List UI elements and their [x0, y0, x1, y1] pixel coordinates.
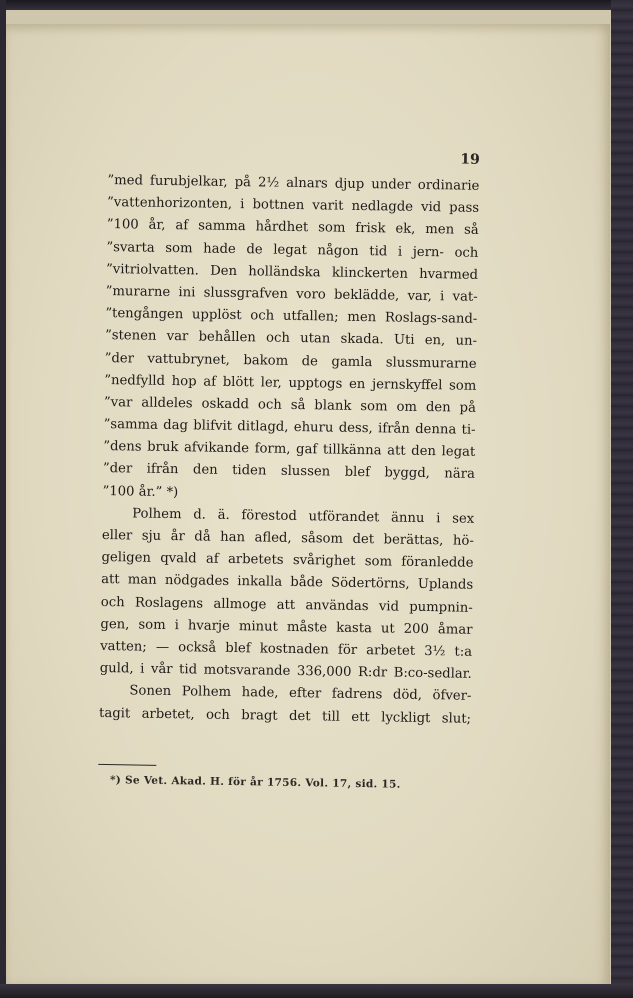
text-line: att man nödgades inkalla både Södertörns, Uplands: [101, 572, 474, 594]
text-line: guld, i vår tid motsvarande 336,000 R:dr B:co-sedlar.: [99, 661, 472, 682]
page-number: 19: [460, 151, 480, 168]
text-line: ”svarta som hade de legat någon tid i jern- och: [106, 239, 479, 261]
text-line: ”dens bruk afvikande form, gaf tillkänna att den legat: [103, 439, 476, 461]
text-line: tagit arbetet, och bragt det till ett lyckligt slut;: [98, 705, 472, 727]
text-line: ”samma dag blifvit ditlagd, ehuru dess, ifrån denna ti-: [103, 417, 476, 438]
binding-edge-bottom: [0, 984, 633, 998]
text-line: ”100 år, af samma hårdhet som frisk ek, men så: [106, 217, 479, 239]
text-line: ”vitriolvatten. Den holländska klinckerten hvarmed: [105, 261, 479, 283]
binding-edge-right: [611, 0, 633, 998]
text-line: och Roslagens allmoge att användas vid pumpnin-: [100, 594, 473, 616]
text-line: ”tengången upplöst och utfallen; men Roslags-sand-: [105, 306, 478, 327]
text-line: ”var alldeles oskadd och så blank som om den på: [103, 394, 477, 416]
text-line: vatten; — också blef kostnaden för arbetet 3½ t:a: [100, 638, 473, 660]
footnote: *) Se Vet. Akad. H. för år 1756. Vol. 17, sid. 15.: [109, 774, 401, 791]
text-line: ”nedfylld hop af blött ler, upptogs en jernskyffel som: [104, 372, 477, 394]
text-line: ”der vattubrynet, bakom de gamla slussmurarne: [104, 350, 477, 372]
body-text: [99, 170, 480, 730]
text-line: Polhem d. ä. förestod utförandet ännu i sex: [132, 506, 475, 527]
binding-edge-left: [0, 0, 6, 998]
text-line: gen, som i hvarje minut måste kasta ut 200 åmar: [100, 616, 473, 638]
text-line: ”murarne ini slussgrafven voro beklädde, var, i vat-: [105, 283, 478, 305]
text-line: ”der ifrån den tiden slussen blef byggd, nära: [102, 461, 475, 483]
text-line: eller sju år då han afled, såsom det berättas, hö-: [101, 527, 474, 549]
text-line: ”stenen var behållen och utan skada. Uti en, un-: [104, 328, 478, 350]
text-line: ”100 år.” *): [102, 483, 179, 500]
text-line: geligen qvald af arbetets svårighet som föranledde: [101, 550, 474, 571]
text-line: Sonen Polhem hade, efter fadrens död, öfver-: [129, 683, 472, 705]
text-line: ”vattenhorizonten, i bottnen varit nedlagde vid pass: [106, 195, 480, 217]
text-line: ”med furubjelkar, på 2½ alnars djup under ordinarie: [107, 172, 480, 194]
